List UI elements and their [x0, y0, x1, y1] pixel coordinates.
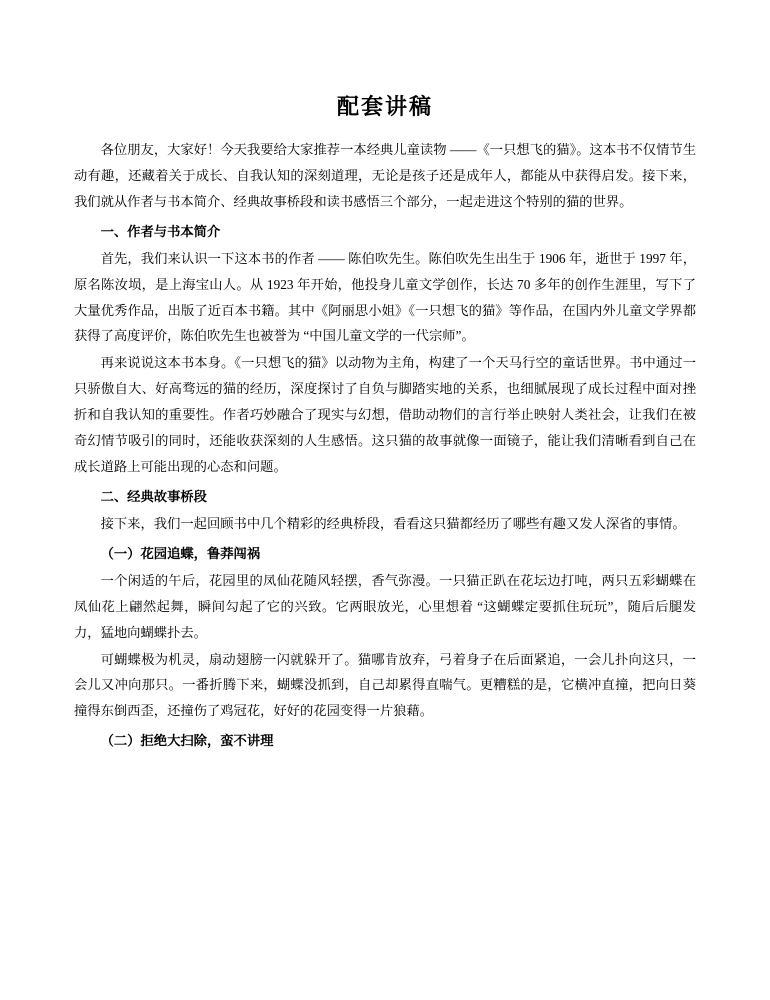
subsection-heading-1: （一）花园追蝶，鲁莽闯祸: [100, 545, 261, 561]
subsection-heading-2: （二）拒绝大扫除，蛮不讲理: [100, 733, 274, 749]
paragraph-intro: 各位朋友，大家好！今天我要给大家推荐一本经典儿童读物 ——《一只想飞的猫》。这本书不仅情节生动有趣，还藏着关于成长、自我认知的深刻道理，无论是孩子还是成年人，都能从中获得启发。接下来，我们就从作者与书本简介、经典故事桥段和读书感悟三个部分，一起走进这个特别的猫的世界。: [74, 142, 696, 209]
paragraph-author: 首先，我们来认识一下这本书的作者 —— 陈伯吹先生。陈伯吹先生出生于 1906 年，逝世于 1997 年，原名陈汝埙，是上海宝山人。从 1923 年开始，他投身儿童文学创作，长达 70 多年的创作生涯里，写下了大量优秀作品，出版了近百本书籍。其中《阿丽思小姐》《一只想飞的猫》等作品，在国内外儿童文学界都获得了高度评价，陈伯吹先生也被誉为 “中国儿童文学的一代宗师”。: [74, 250, 696, 344]
section-heading-2: 二、经典故事桥段: [100, 488, 207, 504]
paragraph-book: 再来说说这本书本身。《一只想飞的猫》以动物为主角，构建了一个天马行空的童话世界。书中通过一只骄傲自大、好高骛远的猫的经历，深度探讨了自负与脚踏实地的关系，也细腻展现了成长过程中面对挫折和自我认知的重要性。作者巧妙融合了现实与幻想，借助动物们的言行举止映射人类社会，让我们在被奇幻情节吸引的同时，还能收获深刻的人生感悟。这只猫的故事就像一面镜子，能让我们清晰看到自己在成长道路上可能出现的心态和问题。: [74, 355, 696, 475]
section-heading-1: 一、作者与书本简介: [100, 223, 221, 239]
paragraph-scenes-intro: 接下来，我们一起回顾书中几个精彩的经典桥段，看看这只猫都经历了哪些有趣又发人深省的事情。: [100, 515, 686, 531]
page-title: 配套讲稿: [336, 94, 433, 119]
document-body: [74, 137, 696, 754]
paragraph-scene1-b: 可蝴蝶极为机灵，扇动翅膀一闪就躲开了。猫哪肯放弃，弓着身子在后面紧追，一会儿扑向这只，一会儿又冲向那只。一番折腾下来，蝴蝶没抓到，自己却累得直喘气。更糟糕的是，它横冲直撞，把向日葵撞得东倒西歪，还撞伤了鸡冠花，好好的花园变得一片狼藉。: [74, 651, 696, 719]
paragraph-scene1-a: 一个闲适的午后，花园里的凤仙花随风轻摆，香气弥漫。一只猫正趴在花坛边打吨，两只五彩蝴蝶在凤仙花上翩然起舞，瞬间勾起了它的兴致。它两眼放光，心里想着 “这蝴蝶定要抓住玩玩”，随后后腿发力，猛地向蝴蝶扑去。: [74, 572, 696, 640]
